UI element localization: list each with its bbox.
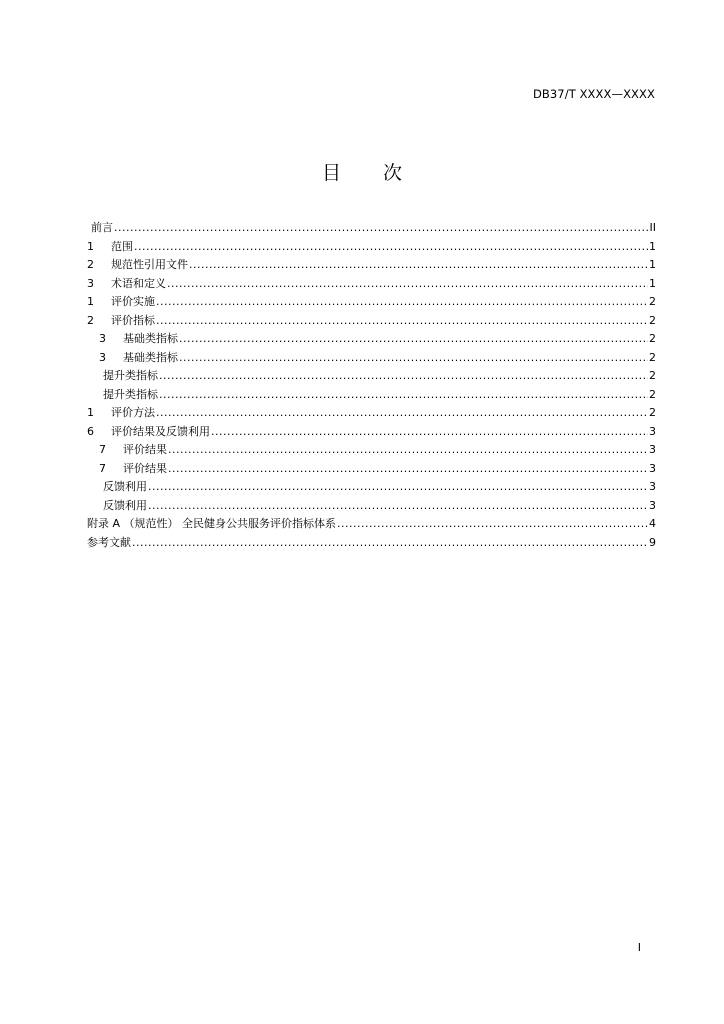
toc-entry-page: 3 <box>649 498 656 512</box>
toc-entry-label: 评价结果及反馈利用 <box>111 424 210 438</box>
toc-entry-label: 评价指标 <box>111 313 155 327</box>
toc-dot-leader <box>211 423 648 442</box>
toc-entry[interactable] <box>87 349 656 368</box>
toc-entry[interactable] <box>87 367 656 386</box>
toc-entry-page: 2 <box>649 332 656 345</box>
toc-dot-leader <box>189 256 648 275</box>
toc-entry-number: 7 <box>99 461 106 475</box>
toc-entry-page: 3 <box>649 443 656 456</box>
toc-dot-leader <box>179 349 648 368</box>
toc-entry-number: 2 <box>87 313 94 327</box>
toc-entry-label: 附录 A （规范性） 全民健身公共服务评价指标体系 <box>87 517 337 530</box>
table-of-contents <box>87 219 656 552</box>
toc-dot-leader <box>148 497 648 516</box>
toc-entry-page: 1 <box>649 258 656 271</box>
toc-entry[interactable] <box>87 478 656 497</box>
toc-dot-leader <box>148 478 648 497</box>
toc-entry[interactable] <box>87 515 656 534</box>
toc-dot-leader <box>179 330 648 349</box>
page-number: I <box>637 941 641 954</box>
toc-entry-label: 反馈利用 <box>103 480 147 493</box>
toc-entry[interactable] <box>87 423 656 442</box>
toc-entry[interactable] <box>87 386 656 405</box>
toc-entry-label: 评价结果 <box>123 443 167 456</box>
toc-entry-number: 2 <box>87 258 94 271</box>
toc-entry-page: 2 <box>649 350 656 364</box>
toc-dot-leader <box>167 275 648 294</box>
toc-entry-label: 术语和定义 <box>111 276 166 290</box>
toc-entry-page: 2 <box>649 313 656 327</box>
toc-entry-number: 1 <box>87 239 94 253</box>
toc-dot-leader <box>132 534 648 553</box>
toc-dot-leader <box>156 404 648 423</box>
toc-entry-page: 2 <box>649 406 656 419</box>
toc-entry-page: 2 <box>649 295 656 308</box>
toc-entry-page: 3 <box>649 480 656 493</box>
toc-entry[interactable] <box>87 256 656 275</box>
toc-entry-label: 前言 <box>91 221 113 234</box>
toc-entry-number: 1 <box>87 295 94 308</box>
toc-entry-label: 评价结果 <box>123 461 167 475</box>
toc-entry[interactable] <box>87 441 656 460</box>
toc-entry[interactable] <box>87 275 656 294</box>
toc-dot-leader <box>168 460 648 479</box>
toc-dot-leader <box>159 386 648 405</box>
toc-entry-label: 基础类指标 <box>123 332 178 345</box>
toc-entry-page: 3 <box>649 424 656 438</box>
toc-entry-page: 4 <box>649 517 656 530</box>
toc-dot-leader <box>156 293 648 312</box>
toc-entry-page: 2 <box>649 369 656 382</box>
toc-entry[interactable] <box>87 404 656 423</box>
toc-entry-label: 提升类指标 <box>103 387 158 401</box>
toc-entry-page: II <box>649 221 656 234</box>
document-code: DB37/T XXXX—XXXX <box>532 87 655 101</box>
toc-dot-leader <box>159 367 648 386</box>
toc-dot-leader <box>156 312 648 331</box>
toc-entry[interactable] <box>87 312 656 331</box>
toc-entry-page: 1 <box>649 276 656 290</box>
toc-entry-page: 3 <box>649 461 656 475</box>
toc-dot-leader <box>168 441 648 460</box>
toc-entry[interactable] <box>87 330 656 349</box>
toc-dot-leader <box>337 515 648 534</box>
toc-entry[interactable] <box>87 238 656 257</box>
toc-entry-page: 9 <box>649 535 656 549</box>
toc-entry-label: 规范性引用文件 <box>111 258 188 271</box>
toc-entry[interactable] <box>87 497 656 516</box>
toc-entry-page: 2 <box>649 387 656 401</box>
toc-entry-number: 1 <box>87 406 94 419</box>
toc-entry[interactable] <box>87 534 656 553</box>
toc-entry-number: 7 <box>99 443 106 456</box>
toc-title: 目 次 <box>321 162 421 184</box>
toc-entry-page: 1 <box>649 239 656 253</box>
toc-entry[interactable] <box>87 219 656 238</box>
toc-entry-number: 3 <box>99 332 106 345</box>
toc-entry-label: 基础类指标 <box>123 350 178 364</box>
toc-entry-label: 参考文献 <box>87 535 131 549</box>
toc-dot-leader <box>134 238 648 257</box>
toc-entry-label: 提升类指标 <box>103 369 158 382</box>
toc-dot-leader <box>114 219 649 238</box>
toc-entry-label: 评价实施 <box>111 295 155 308</box>
toc-entry-number: 3 <box>87 276 94 290</box>
toc-entry-label: 范围 <box>111 239 133 253</box>
toc-entry-number: 3 <box>99 350 106 364</box>
toc-entry-number: 6 <box>87 424 94 438</box>
toc-entry[interactable] <box>87 460 656 479</box>
toc-entry[interactable] <box>87 293 656 312</box>
toc-entry-label: 反馈利用 <box>103 498 147 512</box>
toc-entry-label: 评价方法 <box>111 406 155 419</box>
